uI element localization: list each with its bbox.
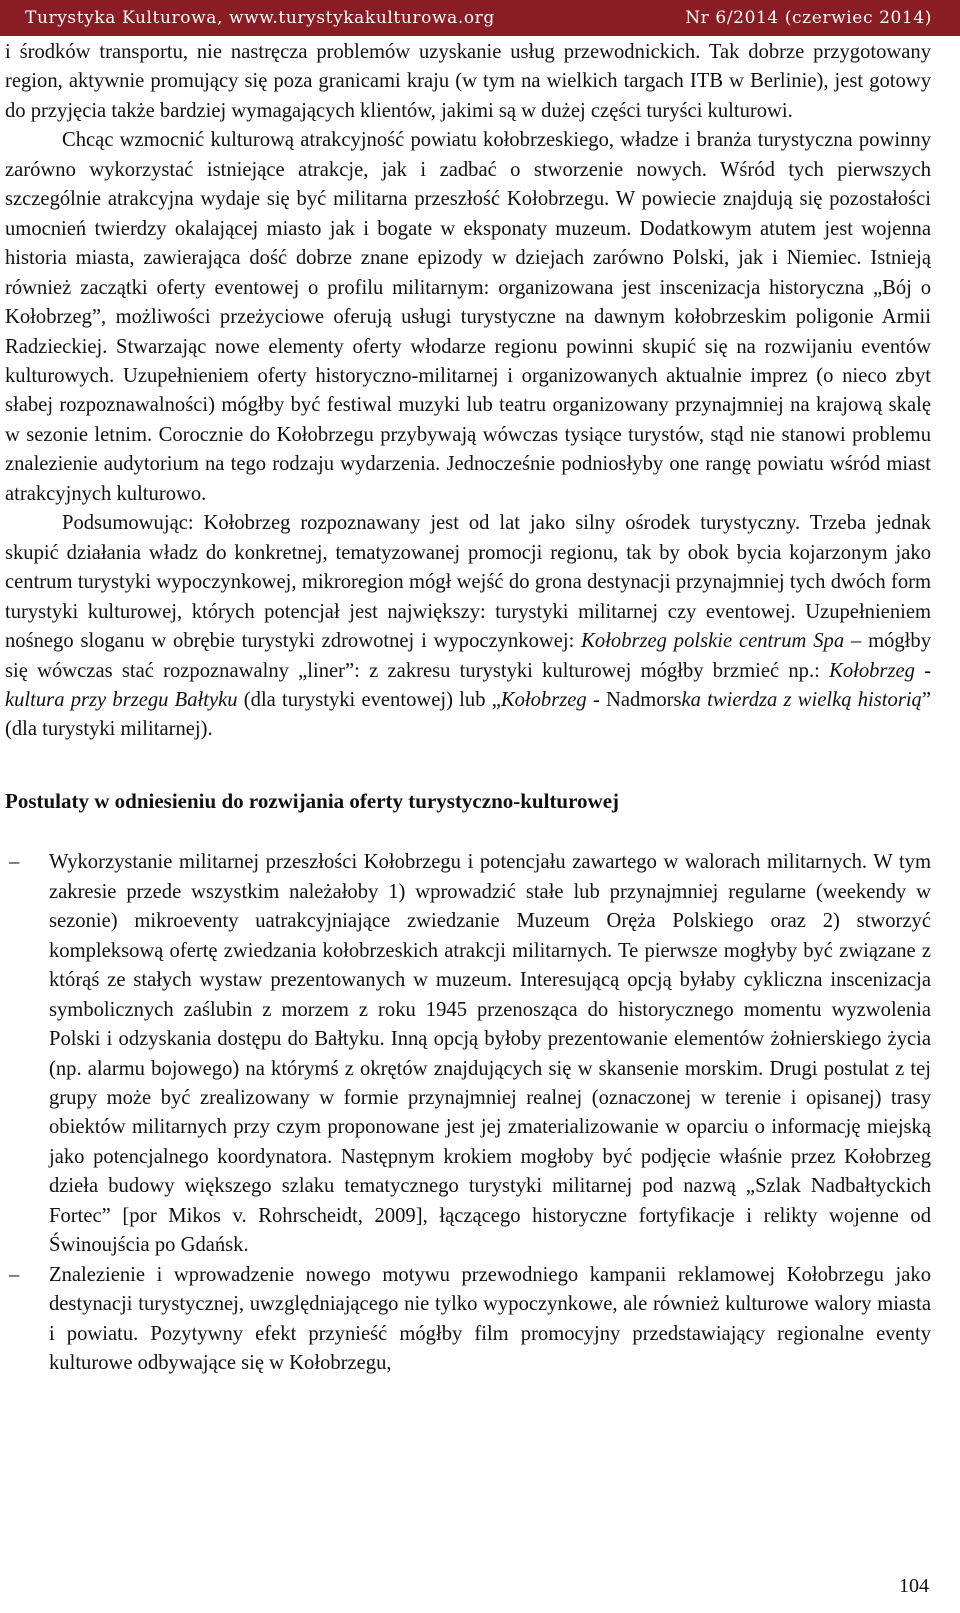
paragraph-3 (5, 509, 931, 745)
page-number: 104 (899, 1575, 929, 1597)
paragraph-3-text: - Nadmors (586, 688, 682, 711)
article-body (5, 38, 931, 1378)
paragraph-3-text: – mógłby się wówczas stać rozpoznawalny „liner”: z zakresu turystyki kulturowej mógłby brzmieć np.: (5, 630, 932, 682)
journal-title: Turystyka Kulturowa, www.turystykakulturowa.org (25, 8, 495, 28)
paragraph-2: Chcąc wzmocnić kulturową atrakcyjność powiatu kołobrzeskiego, władze i branża turystyczna powinny zarówno wykorzystać istniejące atrakcje, jak i zadbać o stworzenie nowych. Wśród tych pierwszych szczególnie atrakcyjna wydaje się być militarna przeszłość Kołobrzegu. W powiecie znajdują się pozostałości umocnień twierdzy okalającej miasto jak i bogate w eksponaty muzeum. Dodatkowym atutem jest wojenna historia miasta, zawierająca dość dobrze znane epizody w dziejach zarówno Polski, jak i Niemiec. Istnieją również zaczątki oferty eventowej o profilu militarnym: organizowana jest inscenizacja historyczna „Bój o Kołobrzeg”, możliwości przeżyciowe oferują usługi turystyczne na dawnym kołobrzeskim poligonie Armii Radzieckiej. Stwarzając nowe elementy oferty włodarze regionu powinni skupić się na rozwijaniu eventów kulturowych. Uzupełnieniem oferty historyczno-militarnej i organizowanych aktualnie imprez (o nieco zbyt słabej rozpoznawalności) mógłby być festiwal muzyki lub teatru organizowany przynajmniej na krajową skalę w sezonie letnim. Corocznie do Kołobrzegu przybywają wówczas tysiące turystów, stąd nie stanowi problemu znalezienie audytorium na tego rodzaju wydarzenia. Jednocześnie podniosłyby one rangę powiatu wśród miast atrakcyjnych kulturowo. (5, 129, 931, 505)
dash-bullet: – (9, 851, 20, 874)
postulates-list (5, 848, 931, 1378)
paragraph-3-text: Podsumowując: Kołobrzeg rozpoznawany jest od lat jako silny ośrodek turystyczny. Trzeba jednak skupić działania władz do konkretnej, tematyzowanej promocji regionu, tak by obok bycia kojarzonym jako centrum turystyki wypoczynkowej, mikroregion mógł wejść do grona destynacji przynajmniej tych dwóch form turystyki kulturowej, których potencjał jest największy: turystyki militarnej czy eventowej. Uzupełnieniem nośnego sloganu w obrębie turystyki zdrowotnej i wypoczynkowej: (5, 512, 931, 653)
list-item-text: Wykorzystanie militarnej przeszłości Kołobrzegu i potencjału zawartego w walorach militarnych. W tym zakresie przede wszystkim należałoby 1) wprowadzić stałe lub przynajmniej regularne (weekendy w sezonie) mikroeventy uatrakcyjniające zwiedzanie Muzeum Oręża Polskiego oraz 2) stworzyć kompleksową ofertę zwiedzania kołobrzeskich atrakcji militarnych. Te pierwsze mogłyby być związane z którąś ze stałych wystaw prezentowanych w muzeum. Interesującą opcją byłaby cykliczna inscenizacja symbolicznych zaślubin z morzem z roku 1945 przenosząca do historycznego momentu wyzwolenia Polski i odzyskania dostępu do Bałtyku. Inną opcją byłoby prezentowanie elementów żołnierskiego życia (np. alarmu bojowego) na którymś z okrętów znajdujących się w skansenie morskim. Drugi postulat z tej grupy może być zrealizowany w formie przynajmniej realnej (oznaczonej w terenie i opisanej) trasy obiektów militarnych przy czym proponowane jest jej zmaterializowanie w oparciu o informację miejską jako potencjalnego koordynatora. Następnym krokiem mogłoby być podjęcie właśnie przez Kołobrzeg dzieła budowy większego szlaku tematycznego turystyki militarnej pod nazwą „Szlak Nadbałtyckich Fortec” [por Mikos v. Rohrscheidt, 2009], łączącego historyczne fortyfikacje i relikty wojenne od Świnoujścia po Gdańsk. (49, 851, 931, 1257)
paragraph-1: i środków transportu, nie nastręcza problemów uzyskanie usług przewodnickich. Tak dobrze przygotowany region, aktywnie promujący się poza granicami kraju (w tym na wielkich targach ITB w Berlinie), jest gotowy do przyjęcia także bardziej wymagających klientów, jakimi są w dużej części turyści kulturowi. (5, 41, 931, 122)
paragraph-3-text: (dla turystyki eventowej) lub „ (237, 688, 501, 711)
section-title: Postulaty w odniesieniu do rozwijania oferty turystyczno-kulturowej (5, 788, 620, 813)
page-header (0, 0, 960, 36)
paragraph-3-text: ” (dla turystyki militarnej). (5, 688, 931, 741)
list-item (5, 848, 931, 1260)
list-item-text: Znalezienie i wprowadzenie nowego motywu przewodniego kampanii reklamowej Kołobrzegu jako destynacji turystycznej, uwzględniającego nie tylko wypoczynkowe, ale również kulturowe walory miasta i powiatu. Pozytywny efekt przynieść mógłby film promocyjny przedstawiający regionalne eventy kulturowe odbywające się w Kołobrzegu, (49, 1263, 931, 1375)
slogan-spa: Kołobrzeg polskie centrum Spa (581, 630, 845, 653)
slogan-culture: Kołobrzeg - kultura przy brzegu Bałtyku (5, 659, 931, 711)
dash-bullet: – (9, 1263, 20, 1286)
issue-info: Nr 6/2014 (czerwiec 2014) (685, 8, 932, 28)
list-item (5, 1261, 931, 1379)
slogan-fortress-b: ka twierdza z wielką historią (681, 688, 922, 711)
slogan-fortress-a: Kołobrzeg (500, 688, 587, 711)
